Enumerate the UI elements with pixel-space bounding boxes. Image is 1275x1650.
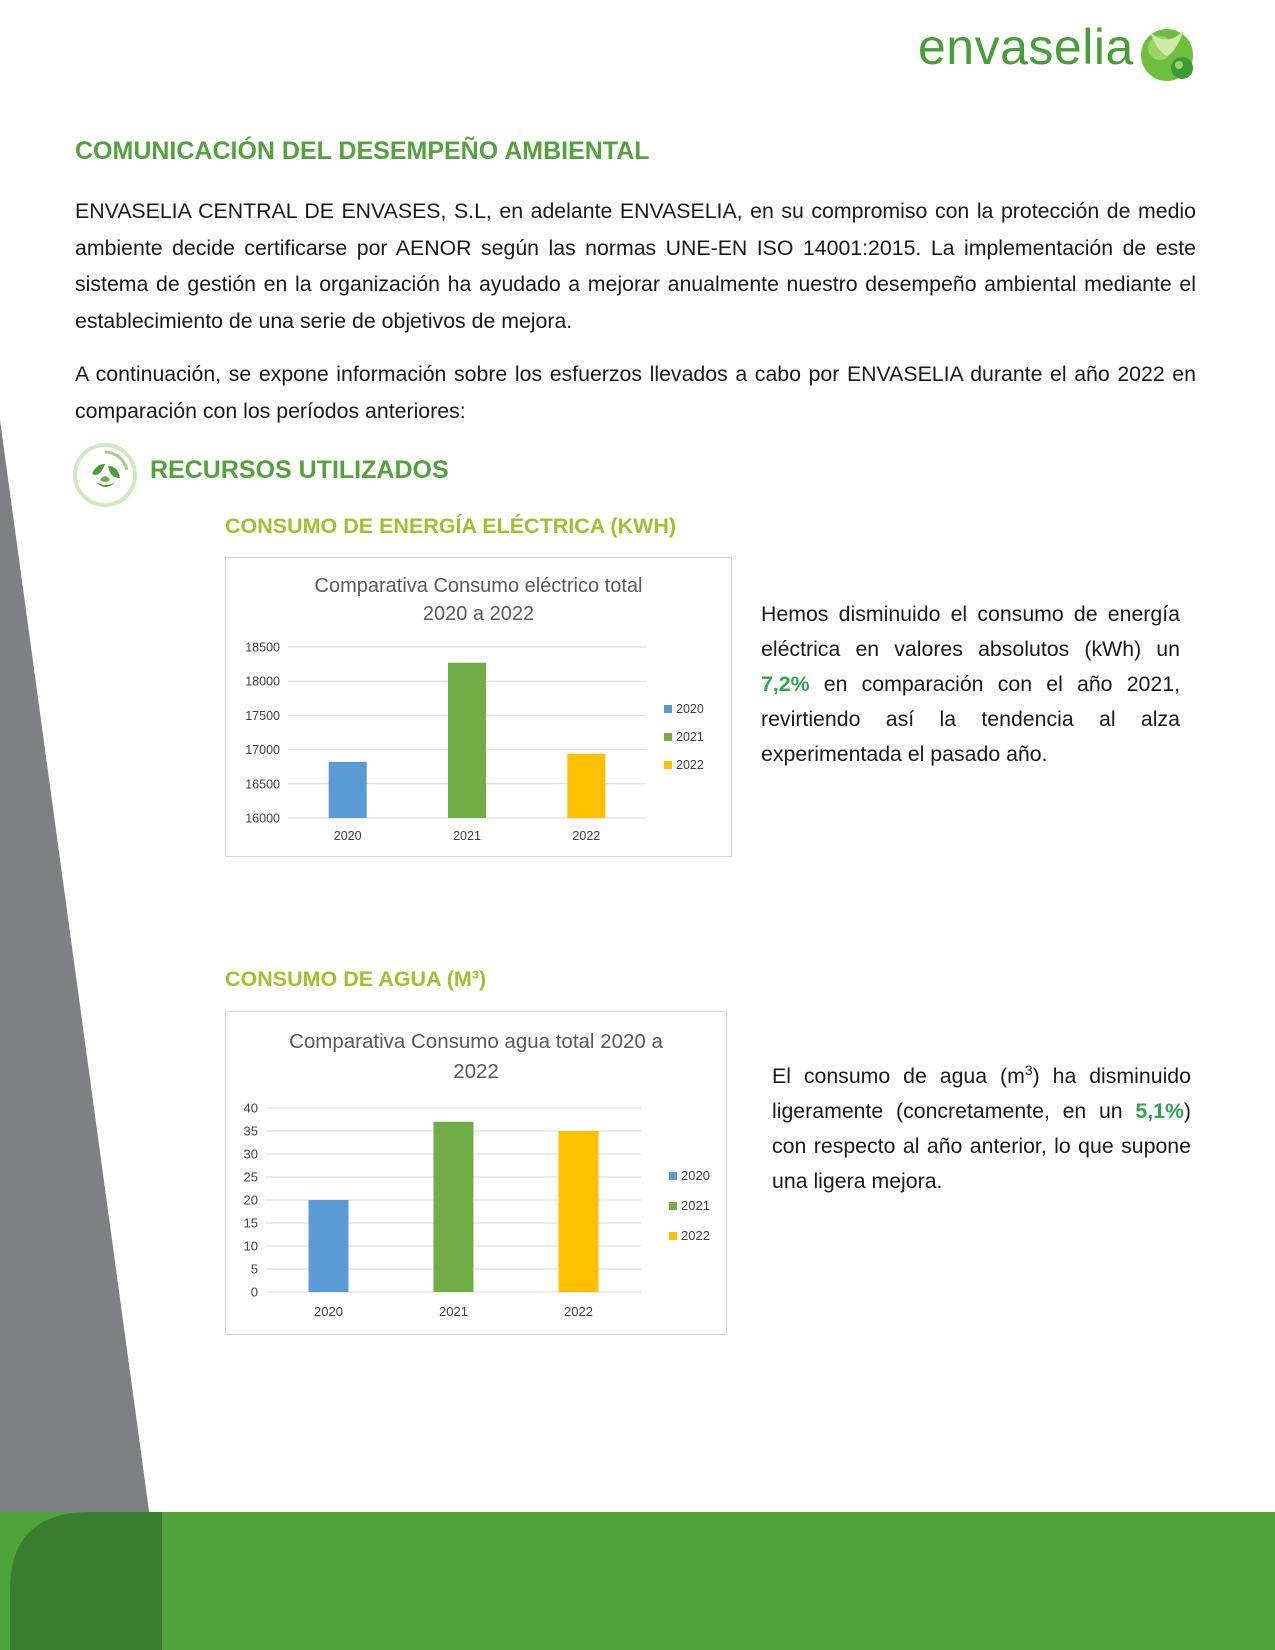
- recycle-icon: [72, 442, 138, 508]
- electricity-chart: [225, 557, 732, 857]
- electricity-heading: CONSUMO DE ENERGÍA ELÉCTRICA (KWH): [225, 514, 677, 538]
- legend-swatch: [669, 1202, 677, 1210]
- legend-swatch: [664, 733, 672, 741]
- legend-label: 2020: [681, 1168, 710, 1183]
- y-tick-label: 35: [243, 1123, 258, 1139]
- water-description: [772, 1053, 1191, 1199]
- legend-label: 2020: [676, 702, 704, 716]
- legend-label: 2021: [681, 1198, 710, 1213]
- y-tick-label: 16500: [245, 777, 280, 792]
- y-tick-label: 40: [243, 1100, 258, 1116]
- electricity-highlight: 7,2%: [761, 672, 810, 696]
- electricity-description: [761, 597, 1180, 772]
- electricity-text-after: en comparación con el año 2021, revirtiendo así la tendencia al alza experimentada el pasado año.: [761, 672, 1180, 766]
- water-chart-title-line2: 2022: [453, 1060, 499, 1083]
- x-tick-label: 2020: [314, 1304, 343, 1319]
- brand-wordmark: envaselia: [918, 19, 1134, 75]
- water-chart: [225, 1011, 727, 1335]
- gray-wedge: [0, 420, 168, 1650]
- electricity-chart-plot: [226, 558, 731, 856]
- electricity-chart-title-line1: Comparativa Consumo eléctrico total: [314, 575, 643, 597]
- y-tick-label: 16000: [245, 811, 280, 826]
- legend-swatch: [669, 1172, 677, 1180]
- x-tick-label: 2022: [572, 829, 601, 843]
- logo-sphere-icon: [1136, 22, 1198, 84]
- y-tick-label: 5: [250, 1261, 258, 1277]
- y-tick-label: 17000: [245, 743, 280, 758]
- x-tick-label: 2020: [333, 829, 362, 843]
- electricity-text-before: Hemos disminuido el consumo de energía eléctrica en valores absolutos (kWh) un: [761, 602, 1180, 661]
- legend-label: 2021: [676, 730, 704, 744]
- intro-paragraph-2: A continuación, se expone información sobre los esfuerzos llevados a cabo por ENVASELIA durante el año 2022 en comparación con los períodos anteriores:: [75, 362, 1196, 423]
- water-text-before: El consumo de agua (m: [772, 1064, 1025, 1089]
- y-tick-label: 18500: [245, 640, 280, 655]
- y-tick-label: 18000: [245, 674, 280, 689]
- bar-2022: [567, 754, 605, 818]
- section-title: RECURSOS UTILIZADOS: [150, 456, 449, 484]
- y-tick-label: 0: [250, 1284, 258, 1300]
- water-text-middle: ) ha disminuido ligeramente (concretamente, en un: [772, 1064, 1191, 1124]
- water-chart-title-line1: Comparativa Consumo agua total 2020 a: [289, 1030, 663, 1053]
- x-tick-label: 2022: [564, 1304, 593, 1319]
- legend-label: 2022: [676, 758, 704, 772]
- legend-swatch: [664, 705, 672, 713]
- x-tick-label: 2021: [439, 1304, 468, 1319]
- electricity-chart-title-line2: 2020 a 2022: [422, 603, 535, 625]
- y-tick-label: 10: [243, 1238, 258, 1254]
- page-title: COMUNICACIÓN DEL DESEMPEÑO AMBIENTAL: [75, 137, 650, 165]
- bar-2020: [309, 1200, 349, 1292]
- y-tick-label: 30: [243, 1146, 258, 1162]
- y-tick-label: 17500: [245, 708, 280, 723]
- water-superscript: 3: [1024, 1062, 1033, 1078]
- bar-2020: [329, 762, 367, 818]
- footer-leaf: [10, 1512, 162, 1650]
- y-tick-label: 25: [243, 1169, 258, 1185]
- intro-paragraph-1: ENVASELIA CENTRAL DE ENVASES, S.L, en adelante ENVASELIA, en su compromiso con la protección de medio ambiente decide certificarse por AENOR según las normas UNE-EN ISO 14001:2015. La implementación de este sistema de gestión en la organización ha ayudado a mejorar anualmente nuestro desempeño ambiental mediante el establecimiento de una serie de objetivos de mejora.: [75, 199, 1196, 333]
- bar-2021: [448, 663, 486, 818]
- legend-swatch: [664, 761, 672, 769]
- bar-2021: [434, 1122, 474, 1292]
- water-highlight: 5,1%: [1135, 1099, 1184, 1124]
- y-tick-label: 20: [243, 1192, 258, 1208]
- bar-2022: [559, 1131, 599, 1292]
- water-text-after: ) con respecto al año anterior, lo que supone una ligera mejora.: [772, 1099, 1191, 1194]
- legend-swatch: [669, 1232, 677, 1240]
- water-heading: CONSUMO DE AGUA (M³): [225, 967, 487, 991]
- y-tick-label: 15: [243, 1215, 258, 1231]
- water-chart-plot: [226, 1012, 726, 1334]
- footer-band: [0, 1512, 1275, 1650]
- x-tick-label: 2021: [453, 829, 481, 843]
- legend-label: 2022: [681, 1228, 710, 1243]
